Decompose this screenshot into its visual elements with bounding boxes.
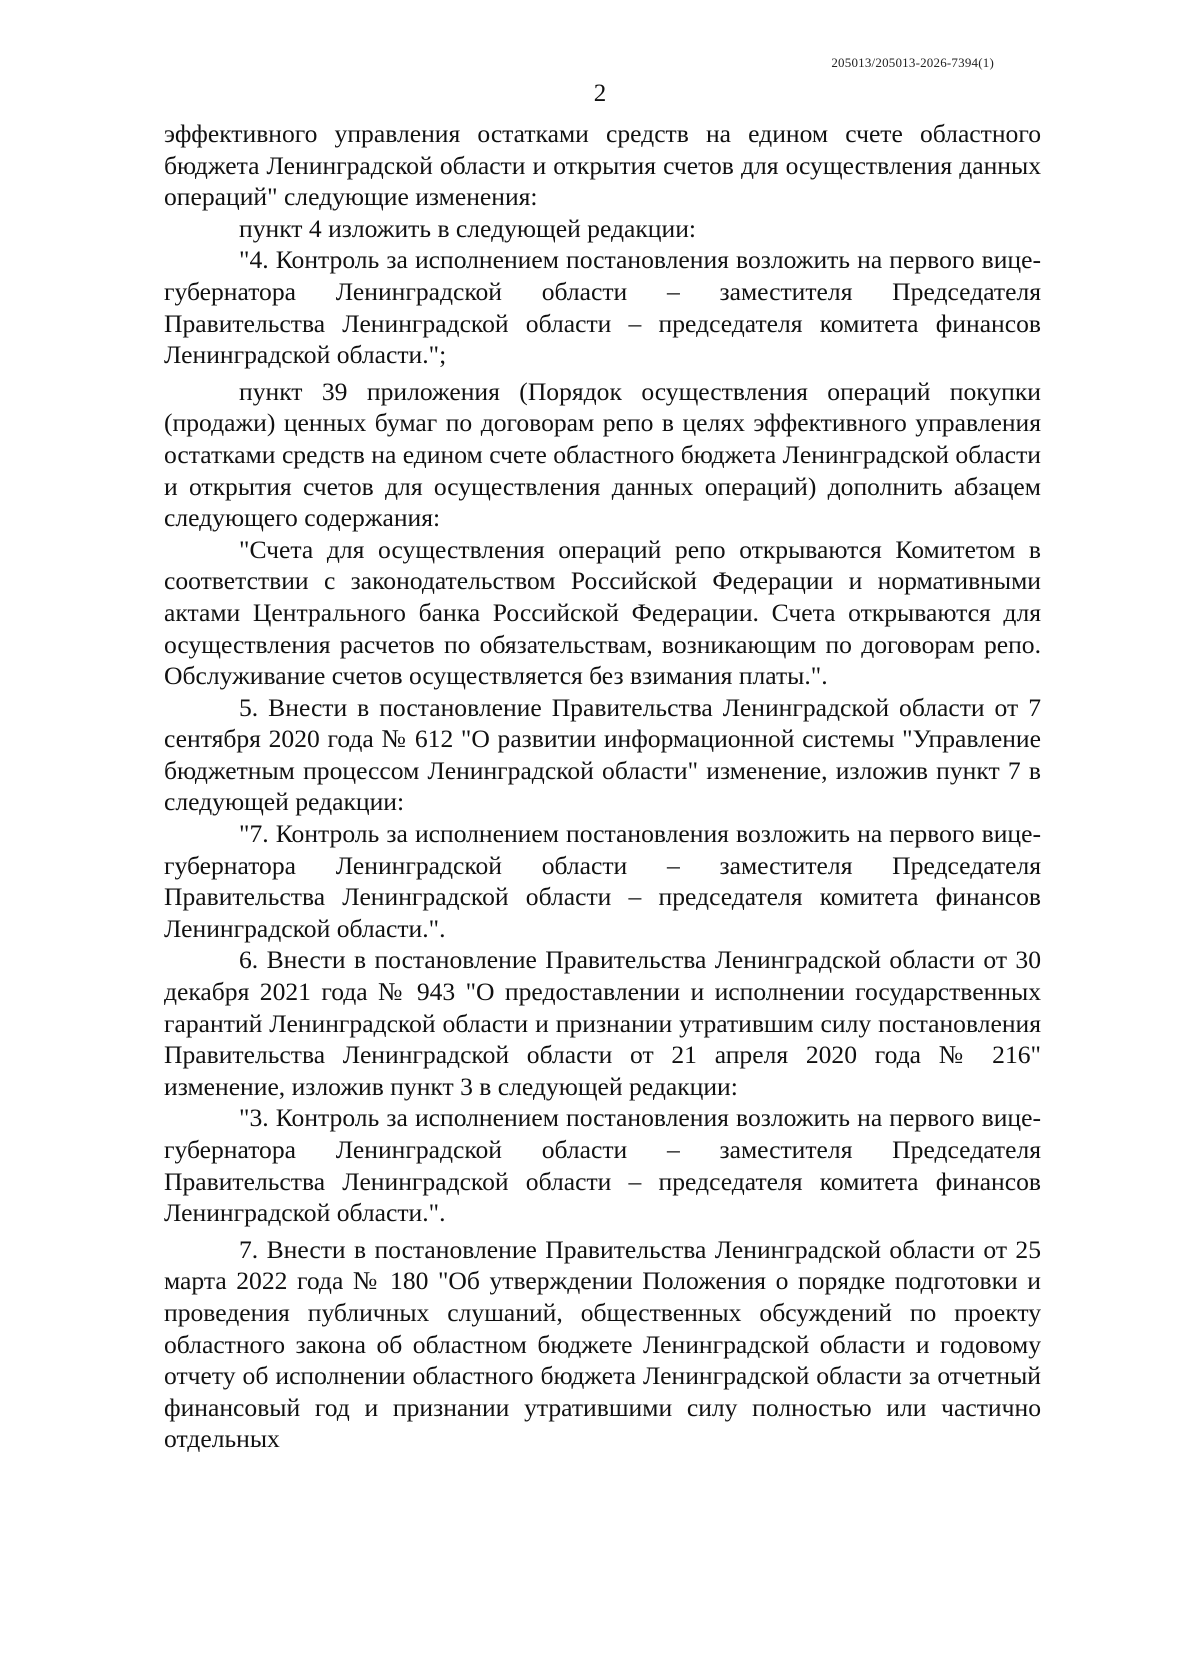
document-registration-number: 205013/205013-2026-7394(1) bbox=[831, 55, 994, 70]
page-number: 2 bbox=[593, 80, 607, 107]
paragraph-quote-accounts: "Счета для осуществления операций репо открываются Комитетом в соответствии с законодательством Российской Федерации и нормативными актами Центрального банка Российской Федерации. Счета открываются для осуществления расчетов по обязательствам, возникающим по договорам репо. Обслуживание счетов осуществляется без взимания платы.". bbox=[164, 534, 1041, 691]
paragraph-item-4-intro: пункт 4 изложить в следующей редакции: bbox=[239, 213, 697, 243]
paragraph-continuation: эффективного управления остатками средств на едином счете областного бюджета Ленинградской области и открытия счетов для осуществления данных операций" следующие изменения: bbox=[164, 119, 1041, 212]
paragraph-item-39-intro: пункт 39 приложения (Порядок осуществления операций покупки (продажи) ценных бумаг по договорам репо в целях эффективного управления остатками средств на едином счете областного бюджета Ленинградской области и открытия счетов для осуществления данных операций) дополнить абзацем следующего содержания: bbox=[164, 376, 1041, 533]
paragraph-section-7: 7. Внести в постановление Правительства Ленинградской области от 25 марта 2022 года № 180 "Об утверждении Положения о порядке подготовки и проведения публичных слушаний, общественных обсуждений по проекту областного закона об областном бюджете Ленинградской области и годовому отчету об исполнении областного бюджета Ленинградской области за отчетный финансовый год и признании утратившими силу полностью или частично отдельных bbox=[164, 1234, 1041, 1454]
paragraph-quote-item-7: "7. Контроль за исполнением постановления возложить на первого вице-губернатора Ленинградской области – заместителя Председателя Правительства Ленинградской области – председателя комитета финансов Ленинградской области.". bbox=[164, 819, 1041, 943]
document-body bbox=[164, 118, 1041, 1455]
paragraph-section-5: 5. Внести в постановление Правительства Ленинградской области от 7 сентября 2020 года № 612 "О развитии информационной системы "Управление бюджетным процессом Ленинградской области" изменение, изложив пункт 7 в следующей редакции: bbox=[164, 692, 1041, 817]
paragraph-quote-item-4: "4. Контроль за исполнением постановления возложить на первого вице-губернатора Ленинградской области – заместителя Председателя Правительства Ленинградской области – председателя комитета финансов Ленинградской области."; bbox=[164, 245, 1041, 370]
paragraph-quote-item-3: "3. Контроль за исполнением постановления возложить на первого вице-губернатора Ленинградской области – заместителя Председателя Правительства Ленинградской области – председателя комитета финансов Ленинградской области.". bbox=[164, 1103, 1041, 1228]
paragraph-section-6: 6. Внести в постановление Правительства Ленинградской области от 30 декабря 2021 года № 943 "О предоставлении и исполнении государственных гарантий Ленинградской области и признании утратившим силу постановления Правительства Ленинградской области от 21 апреля 2020 года № 216" изменение, изложив пункт 3 в следующей редакции: bbox=[164, 945, 1041, 1101]
